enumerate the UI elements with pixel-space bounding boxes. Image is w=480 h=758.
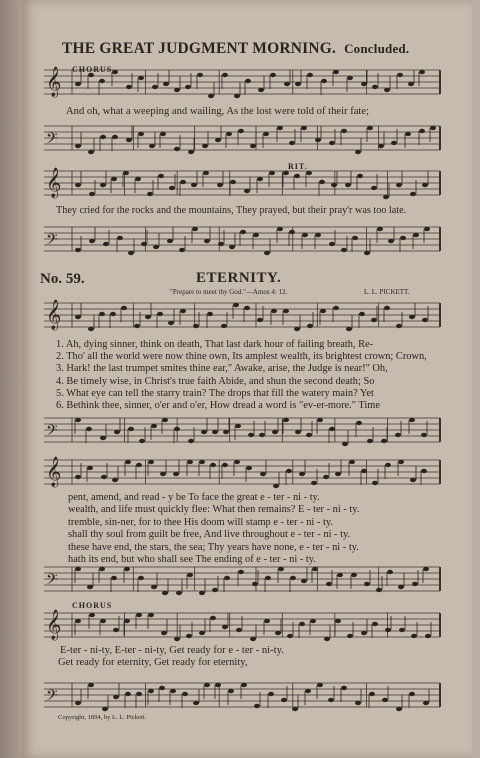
- verses-top: [56, 339, 427, 412]
- verse-line: 6. Bethink thee, sinner, o'er and o'er, How dread a word is "ev-er-more." Time: [56, 400, 380, 412]
- svg-text:𝄞: 𝄞: [46, 610, 62, 640]
- svg-text:𝄢: 𝄢: [46, 687, 58, 708]
- verse-line: 4. Be timely wise, in Christ's true faith Abide, and shun the second death; So: [56, 375, 375, 387]
- svg-text:𝄢: 𝄢: [46, 130, 58, 151]
- verse-line: pent, amend, and read - y be To face the great e - ter - ni - ty.: [68, 492, 320, 503]
- verse-line: shall thy soul from guilt be free, And live throughout e - ter - ni - ty.: [68, 529, 351, 541]
- verse-line: 2. Tho' all the world were now thine own, Its amplest wealth, its brightest crown; Crown,: [56, 351, 427, 363]
- svg-text:𝄞: 𝄞: [46, 300, 62, 330]
- copyright-note: Copyright, 1894, by L. L. Pickett.: [58, 714, 147, 721]
- chorus-label-1: CHORUS.: [72, 65, 116, 74]
- svg-text:𝄞: 𝄞: [46, 168, 62, 198]
- lyric-line-2: They cried for the rocks and the mountains, They prayed, but their pray'r was too late.: [56, 205, 407, 216]
- verses-bottom: [68, 492, 359, 566]
- hymn-number: No. 59.: [40, 271, 85, 287]
- verse-line: hath its end, but who shall see The ending of e - ter - ni - ty.: [68, 554, 316, 566]
- svg-text:𝄢: 𝄢: [46, 231, 58, 252]
- svg-text:𝄢: 𝄢: [46, 571, 58, 592]
- chorus-lyric-1: E-ter - ni-ty, E-ter - ni-ty, Get ready for e - ter - ni-ty.: [60, 645, 284, 656]
- verse-line: 3. Hark! the last trumpet smites thine ear," Awake, arise, the Judge is near!" Oh,: [56, 363, 388, 375]
- verse-line: wealth, and life must quickly flee: What then remains? E - ter - ni - ty.: [68, 504, 360, 516]
- lyric-line-1: And oh, what a weeping and wailing, As the lost were told of their fate;: [66, 106, 370, 117]
- title-text: THE GREAT JUDGMENT MORNING.: [62, 40, 337, 57]
- composer: L. L. PICKETT.: [364, 288, 410, 296]
- rit-label: RIT.: [288, 162, 308, 171]
- svg-text:𝄞: 𝄞: [46, 67, 62, 97]
- verse-line: tremble, sin-ner, for to thee His doom will stamp e - ter - ni - ty.: [68, 516, 333, 528]
- chorus-lyric-2: Get ready for eternity, Get ready for eternity,: [58, 657, 248, 668]
- chorus-label-2: CHORUS: [72, 601, 113, 610]
- svg-text:𝄞: 𝄞: [46, 457, 62, 487]
- verse-line: 1. Ah, dying sinner, think on death, That last dark hour of failing breath, Re-: [56, 339, 374, 350]
- svg-text:𝄢: 𝄢: [46, 422, 58, 443]
- hymn-title: ETERNITY.: [196, 270, 282, 286]
- page-title: [62, 40, 409, 58]
- verse-line: 5. What eye can tell the starry train? The drops that fill the watery main? Yet: [56, 387, 374, 399]
- title-concluded: Concluded.: [344, 41, 410, 56]
- epigraph: "Prepare to meet thy God."—Amos 4: 12.: [170, 288, 288, 296]
- verse-line: these have end, the stars, the sea; Thy years have none, e - ter - ni - ty.: [68, 541, 359, 553]
